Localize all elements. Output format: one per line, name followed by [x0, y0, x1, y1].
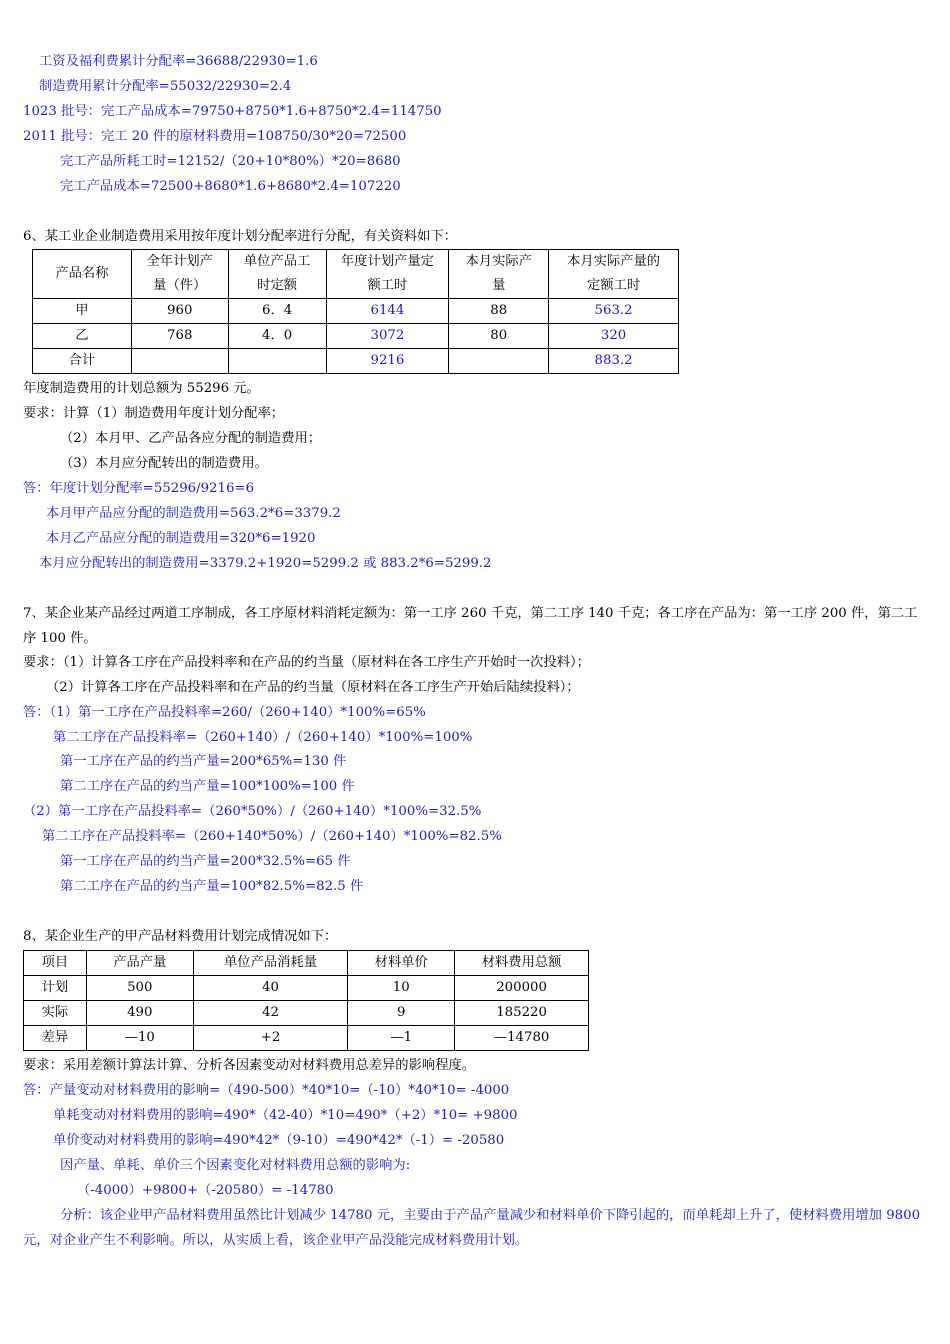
q6-header-cell: 产品名称: [33, 250, 132, 299]
table-cell: —1: [348, 1026, 455, 1051]
q8-answer-2: 单耗变动对材料费用的影响=490*（42-40）*10=490*（+2）*10= +9800: [53, 1108, 518, 1123]
table-cell: +2: [193, 1026, 348, 1051]
q6-header-cell: 本月实际产量的 定额工时: [549, 250, 679, 299]
q8-answer-3: 单价变动对材料费用的影响=490*42*（9-10）=490*42*（-1）= -20580: [53, 1133, 505, 1148]
q8-intro: 8、某企业生产的甲产品材料费用计划完成情况如下：: [23, 929, 338, 944]
q8-table-header: [24, 951, 589, 976]
q6-header-cell: 本月实际产 量: [449, 250, 549, 299]
table-cell: 40: [193, 976, 348, 1001]
table-cell: 实际: [24, 1001, 87, 1026]
q8-header-cell: 材料单价: [348, 951, 455, 976]
q6-answer-4: 本月应分配转出的制造费用=3379.2+1920=5299.2 或 883.2*6=5299.2: [39, 556, 492, 571]
table-cell: 6．4: [228, 299, 326, 324]
table-row: [33, 324, 679, 349]
q8-analysis: 分析：该企业甲产品材料费用虽然比计划减少 14780 元，主要由于产品产量减少和材料单价下降引起的，而单耗却上升了，使材料费用增加 9800 元，对企业产生不利影响。所以，从实质上看，该企业甲产品没能完成材料费用计划。: [23, 1208, 921, 1248]
table-row: [33, 299, 679, 324]
table-cell: 10: [348, 976, 455, 1001]
q6-after-4: （3）本月应分配转出的制造费用。: [60, 456, 268, 471]
q6-header-cell: 单位产品工 时定额: [228, 250, 326, 299]
table-cell: 3072: [326, 324, 449, 349]
q6-after-3: （2）本月甲、乙产品各应分配的制造费用；: [60, 431, 322, 446]
table-row: [33, 349, 679, 374]
q7-answer-5: （2）第一工序在产品投料率=（260*50%）/（260+140）*100%=32.5%: [23, 804, 482, 819]
table-cell: 200000: [455, 976, 589, 1001]
q7-answer-1: 答：（1）第一工序在产品投料率=260/（260+140）*100%=65%: [23, 705, 426, 720]
q8-req: 要求：采用差额计算法计算、分析各因素变动对材料费用总差异的影响程度。: [23, 1058, 476, 1073]
table-cell: 185220: [455, 1001, 589, 1026]
q6-answer-2: 本月甲产品应分配的制造费用=563.2*6=3379.2: [46, 506, 341, 521]
table-cell: —10: [86, 1026, 193, 1051]
q7-intro: 7、某企业某产品经过两道工序制成，各工序原材料消耗定额为：第一工序 260 千克，第二工序 140 千克；各工序在产品为：第一工序 200 件，第二工序 100 件。: [23, 606, 918, 646]
q7-answer-3: 第一工序在产品的约当产量=200*65%=130 件: [60, 754, 347, 769]
q6-intro: 6、某工业企业制造费用采用按年度计划分配率进行分配，有关资料如下：: [23, 229, 457, 244]
q8-header-cell: 项目: [24, 951, 87, 976]
top-line-6: 完工产品成本=72500+8680*1.6+8680*2.4=107220: [60, 179, 401, 194]
table-cell: 883.2: [549, 349, 679, 374]
q6-answer-3: 本月乙产品应分配的制造费用=320*6=1920: [46, 531, 316, 546]
q6-header-cell: 全年计划产 量（件）: [131, 250, 228, 299]
table-row: [24, 1026, 589, 1051]
table-cell: 320: [549, 324, 679, 349]
table-cell: 960: [131, 299, 228, 324]
table-cell: 768: [131, 324, 228, 349]
top-line-5: 完工产品所耗工时=12152/（20+10*80%）*20=8680: [60, 154, 401, 169]
table-cell: 计划: [24, 976, 87, 1001]
table-cell: 9216: [326, 349, 449, 374]
q7-answer-7: 第一工序在产品的约当产量=200*32.5%=65 件: [60, 854, 351, 869]
table-cell: 6144: [326, 299, 449, 324]
q6-table-header: [33, 250, 679, 299]
q8-header-cell: 材料费用总额: [455, 951, 589, 976]
table-cell: 563.2: [549, 299, 679, 324]
table-cell: 4．0: [228, 324, 326, 349]
table-cell: [449, 349, 549, 374]
table-cell: 甲: [33, 299, 132, 324]
q7-answer-8: 第二工序在产品的约当产量=100*82.5%=82.5 件: [60, 879, 364, 894]
table-cell: 80: [449, 324, 549, 349]
table-cell: 合计: [33, 349, 132, 374]
q6-answer-1: 答：年度计划分配率=55296/9216=6: [23, 481, 255, 496]
q7-answer-2: 第二工序在产品投料率=（260+140）/（260+140）*100%=100%: [53, 730, 473, 745]
table-cell: 88: [449, 299, 549, 324]
q6-after-1: 年度制造费用的计划总额为 55296 元。: [23, 381, 260, 396]
q6-table: [32, 249, 679, 374]
q6-header-cell: 年度计划产量定 额工时: [326, 250, 449, 299]
top-line-3: 1023 批号：完工产品成本=79750+8750*1.6+8750*2.4=114750: [23, 104, 442, 119]
table-row: [24, 976, 589, 1001]
q8-answer-1: 答：产量变动对材料费用的影响=（490-500）*40*10=（-10）*40*10= -4000: [23, 1083, 510, 1098]
table-cell: 490: [86, 1001, 193, 1026]
table-cell: [228, 349, 326, 374]
top-line-4: 2011 批号：完工 20 件的原材料费用=108750/30*20=72500: [23, 129, 407, 144]
table-cell: —14780: [455, 1026, 589, 1051]
table-cell: 乙: [33, 324, 132, 349]
table-row: [24, 1001, 589, 1026]
q7-answer-4: 第二工序在产品的约当产量=100*100%=100 件: [60, 779, 355, 794]
q8-header-cell: 产品产量: [86, 951, 193, 976]
top-line-1: 工资及福利费累计分配率=36688/22930=1.6: [39, 54, 318, 69]
q7-answer-6: 第二工序在产品投料率=（260+140*50%）/（260+140）*100%=82.5%: [42, 829, 502, 844]
q7-req-2: （2）计算各工序在产品投料率和在产品的约当量（原材料在各工序生产开始后陆续投料）；: [46, 680, 580, 695]
q8-answer-5: （-4000）+9800+（-20580）= -14780: [77, 1183, 334, 1198]
q8-table: [23, 950, 589, 1051]
q8-answer-4: 因产量、单耗、单价三个因素变化对材料费用总额的影响为:: [60, 1158, 411, 1173]
q7-req-1: 要求：（1）计算各工序在产品投料率和在产品的约当量（原材料在各工序生产开始时一次投料）；: [23, 655, 590, 670]
table-cell: 差异: [24, 1026, 87, 1051]
table-cell: 42: [193, 1001, 348, 1026]
table-cell: [131, 349, 228, 374]
top-line-2: 制造费用累计分配率=55032/22930=2.4: [39, 79, 292, 94]
q8-header-cell: 单位产品消耗量: [193, 951, 348, 976]
table-cell: 9: [348, 1001, 455, 1026]
q6-after-2: 要求：计算（1）制造费用年度计划分配率；: [23, 406, 285, 421]
table-cell: 500: [86, 976, 193, 1001]
